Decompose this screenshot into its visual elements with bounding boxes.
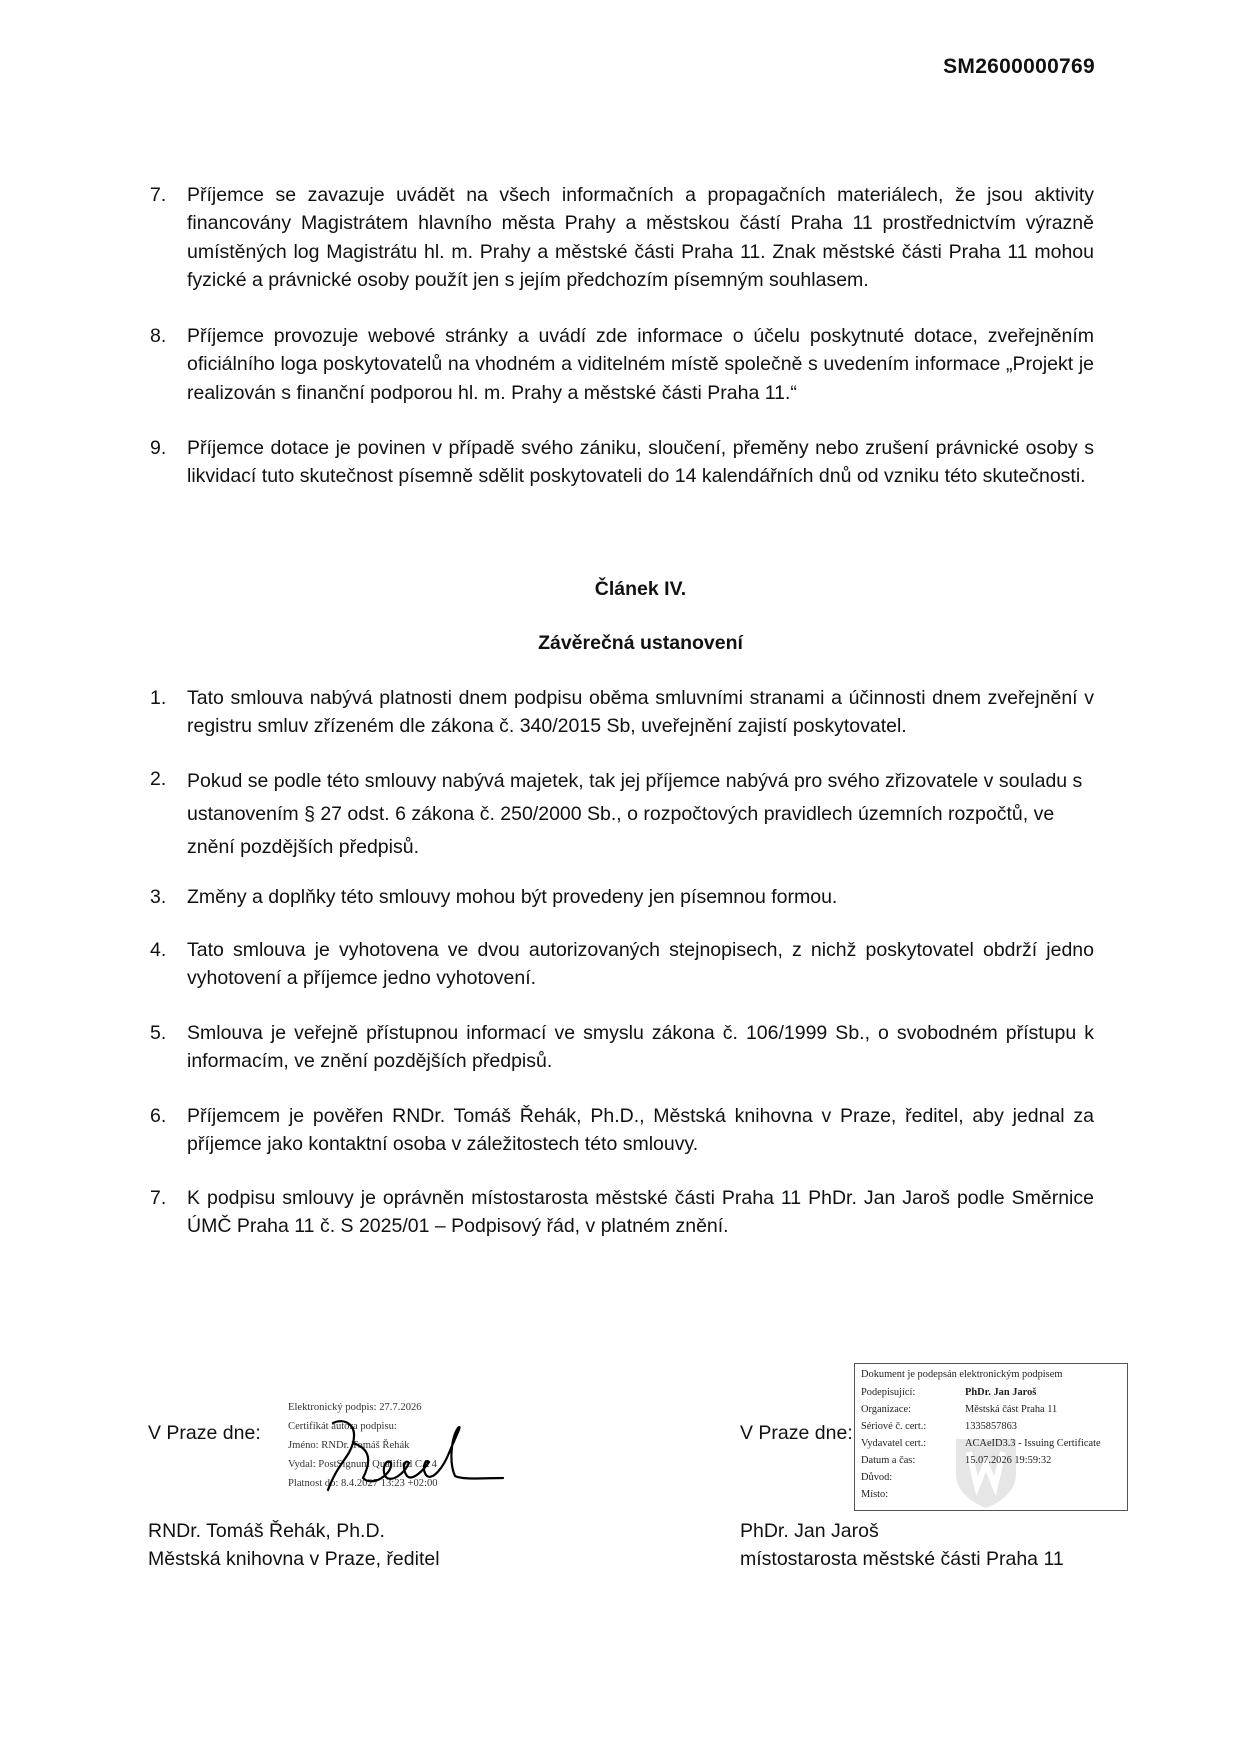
- stamp-value: Městská část Praha 11: [965, 1404, 1058, 1415]
- item-number: 2.: [150, 768, 167, 790]
- item-text: Smlouva je veřejně přístupnou informací ve smyslu zákona č. 106/1999 Sb., o svobodném přístupu k informacím, ve znění pozdějších předpisů.: [187, 1022, 1094, 1073]
- item-text: K podpisu smlouvy je oprávněn místostarosta městské části Praha 11 PhDr. Jan Jaroš podle Směrnice ÚMČ Praha 11 č. S 2025/01 – Podpisový řád, v platném znění.: [187, 1187, 1094, 1238]
- list-item: [150, 883, 1094, 911]
- list-item: [150, 936, 1094, 993]
- stamp-key: Vydavatel cert.:: [861, 1438, 927, 1449]
- esig-line: Certifikát autora podpisu:: [288, 1421, 397, 1432]
- item-number: 7.: [150, 184, 167, 206]
- signatory-role-right: místostarosta městské části Praha 11: [740, 1548, 1064, 1570]
- stamp-key: Sériové č. cert.:: [861, 1421, 927, 1432]
- item-number: 9.: [150, 437, 167, 459]
- item-number: 6.: [150, 1105, 167, 1127]
- list-item: [150, 181, 1094, 295]
- item-text: Tato smlouva je vyhotovena ve dvou autorizovaných stejnopisech, z nichž poskytovatel obdrží jedno vyhotovení a příjemce jedno vyhotovení.: [187, 939, 1094, 990]
- stamp-value: PhDr. Jan Jaroš: [965, 1387, 1037, 1398]
- stamp-row: [861, 1489, 1123, 1504]
- esig-line: Elektronický podpis: 27.7.2026: [288, 1402, 422, 1413]
- stamp-key: Místo:: [861, 1489, 889, 1500]
- esig-line: Platnost do: 8.4.2027 13:23 +02:00: [288, 1478, 438, 1489]
- item-text: Příjemce dotace je povinen v případě svého zániku, sloučení, přeměny nebo zrušení právnické osoby s likvidací tuto skutečnost písemně sdělit poskytovateli do 14 kalendářních dnů od vzniku této skutečnosti.: [187, 437, 1094, 488]
- item-number: 1.: [150, 687, 167, 709]
- item-text: Tato smlouva nabývá platnosti dnem podpisu oběma smluvními stranami a účinnosti dnem zveřejnění v registru smluv zřízeném dle zákona č. 340/2015 Sb, uveřejnění zajistí poskytovatel.: [187, 687, 1094, 738]
- item-number: 4.: [150, 939, 167, 961]
- item-text: Příjemcem je pověřen RNDr. Tomáš Řehák, Ph.D., Městská knihovna v Praze, ředitel, aby jednal za příjemce jako kontaktní osoba v záležitostech této smlouvy.: [187, 1105, 1094, 1156]
- item-number: 7.: [150, 1187, 167, 1209]
- document-number: SM2600000769: [943, 55, 1095, 78]
- item-number: 3.: [150, 886, 167, 908]
- item-text: Pokud se podle této smlouvy nabývá majetek, tak jej příjemce nabývá pro svého zřizovatele v souladu s ustanovením § 27 odst. 6 zákona č. 250/2000 Sb., o rozpočtových pravidlech územních rozpočtů, ve znění pozdějších předpisů.: [187, 770, 1083, 858]
- stamp-row: [861, 1472, 1123, 1487]
- list-item: [150, 322, 1094, 407]
- list-item: [150, 1102, 1094, 1159]
- date-label-left: V Praze dne:: [148, 1422, 261, 1444]
- stamp-row: [861, 1387, 1123, 1402]
- date-label-right: V Praze dne:: [740, 1422, 853, 1444]
- signature-stamp: [854, 1363, 1128, 1511]
- list-item: [150, 684, 1094, 741]
- item-text: Příjemce provozuje webové stránky a uvádí zde informace o účelu poskytnuté dotace, zveřejněním oficiálního loga poskytovatelů na vhodném a viditelném místě společně s uvedením informace „Projekt je realizován s finanční podporou hl. m. Prahy a městské části Praha 11.“: [187, 325, 1094, 404]
- stamp-key: Datum a čas:: [861, 1455, 916, 1466]
- list-item: [150, 434, 1094, 491]
- stamp-row: [861, 1455, 1123, 1470]
- item-number: 8.: [150, 325, 167, 347]
- list-item: [150, 765, 1094, 864]
- article-subtitle: Závěrečná ustanovení: [538, 632, 743, 654]
- item-text: Příjemce se zavazuje uvádět na všech informačních a propagačních materiálech, že jsou aktivity financovány Magistrátem hlavního města Prahy a městskou částí Praha 11 prostřednictvím výrazně umístěných log Magistrátu hl. m. Prahy a městské části Praha 11. Znak městské části Praha 11 mohou fyzické a právnické osoby použít jen s jejím předchozím písemným souhlasem.: [187, 184, 1094, 292]
- item-text: Změny a doplňky této smlouvy mohou být provedeny jen písemnou formou.: [187, 886, 838, 908]
- stamp-value: 15.07.2026 19:59:32: [965, 1455, 1052, 1466]
- article-title: Článek IV.: [594, 578, 687, 600]
- stamp-row: [861, 1438, 1123, 1453]
- signatory-name-left: RNDr. Tomáš Řehák, Ph.D.: [148, 1520, 385, 1542]
- electronic-signature-left: [288, 1398, 538, 1508]
- stamp-header: Dokument je podepsán elektronickým podpisem: [861, 1369, 1063, 1380]
- stamp-value: 1335857863: [965, 1421, 1017, 1432]
- list-item: [150, 1019, 1094, 1076]
- stamp-row: [861, 1421, 1123, 1436]
- handwritten-signature-icon: [313, 1418, 513, 1498]
- stamp-key: Podepisující:: [861, 1387, 916, 1398]
- esig-line: Vydal: PostSignum Qualified CA 4: [288, 1459, 437, 1470]
- list-item: [150, 1184, 1094, 1241]
- stamp-key: Důvod:: [861, 1472, 893, 1483]
- stamp-value: ACAeID3.3 - Issuing Certificate: [965, 1438, 1101, 1449]
- stamp-row: [861, 1404, 1123, 1419]
- esig-line: Jméno: RNDr. Tomáš Řehák: [288, 1440, 410, 1451]
- stamp-key: Organizace:: [861, 1404, 911, 1415]
- item-number: 5.: [150, 1022, 167, 1044]
- signatory-name-right: PhDr. Jan Jaroš: [740, 1520, 879, 1542]
- signatory-role-left: Městská knihovna v Praze, ředitel: [148, 1548, 440, 1570]
